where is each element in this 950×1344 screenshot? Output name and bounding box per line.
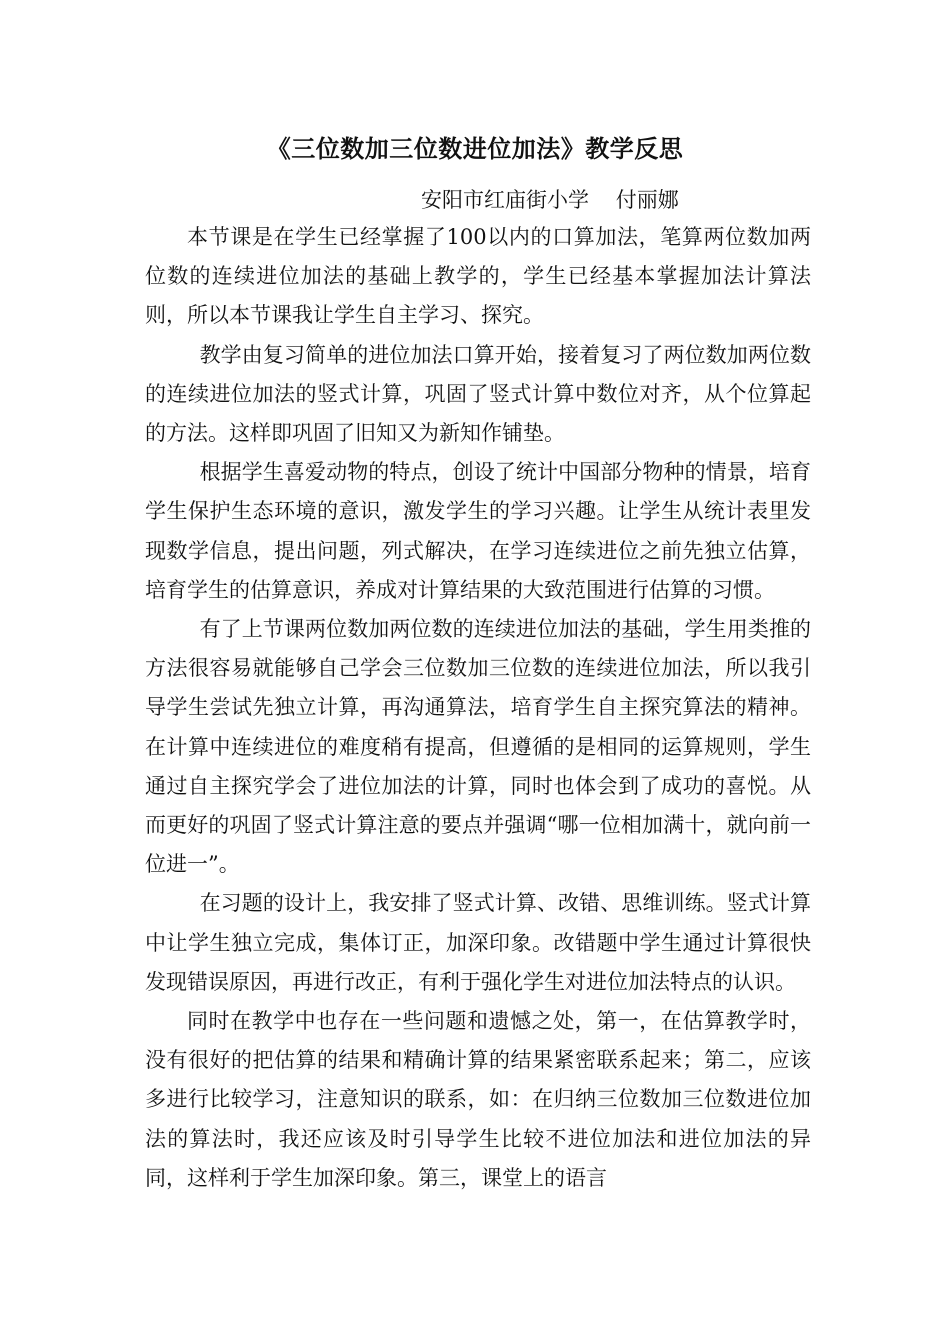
paragraph-6: 同时在教学中也存在一些问题和遗憾之处，第一，在估算教学时，没有很好的把估算的结果和精确计算的结果紧密联系起来；第二，应该多进行比较学习，注意知识的联系，如：在归纳三位数加三位数进位加法的算法时，我还应该及时引导学生比较不进位加法和进位加法的异同，这样利于学生加深印象。第三，课堂上的语言 [145, 1009, 811, 1190]
document-title: 《三位数加三位数进位加法》教学反思 [266, 134, 684, 163]
author-line: 安阳市红庙街小学 付丽娜 [421, 188, 679, 212]
paragraph-4: 有了上节课两位数加两位数的连续进位加法的基础，学生用类推的方法很容易就能够自己学会三位数加三位数的连续进位加法，所以我引导学生尝试先独立计算，再沟通算法，培育学生自主探究算法的精神。在计算中连续进位的难度稍有提高，但遵循的是相同的运算规则，学生通过自主探究学会了进位加法的计算，同时也体会到了成功的喜悦。从而更好的巩固了竖式计算注意的要点并强调“哪一位相加满十，就向前一位进一”。 [145, 617, 811, 877]
document-body [145, 218, 811, 1198]
paragraph-5: 在习题的设计上，我安排了竖式计算、改错、思维训练。竖式计算中让学生独立完成，集体订正，加深印象。改错题中学生通过计算很快发现错误原因，再进行改正，有利于强化学生对进位加法特点的认识。 [145, 891, 811, 994]
paragraph-1: 本节课是在学生已经掌握了100以内的口算加法，笔算两位数加两位数的连续进位加法的基础上教学的，学生已经基本掌握加法计算法则，所以本节课我让学生自主学习、探究。 [145, 225, 811, 328]
paragraph-3: 根据学生喜爱动物的特点，创设了统计中国部分物种的情景，培育学生保护生态环境的意识，激发学生的学习兴趣。让学生从统计表里发现数学信息，提出问题，列式解决，在学习连续进位之前先独立估算，培育学生的估算意识，养成对计算结果的大致范围进行估算的习惯。 [145, 460, 811, 602]
paragraph-2: 教学由复习简单的进位加法口算开始，接着复习了两位数加两位数的连续进位加法的竖式计算，巩固了竖式计算中数位对齐，从个位算起的方法。这样即巩固了旧知又为新知作铺垫。 [145, 342, 811, 446]
